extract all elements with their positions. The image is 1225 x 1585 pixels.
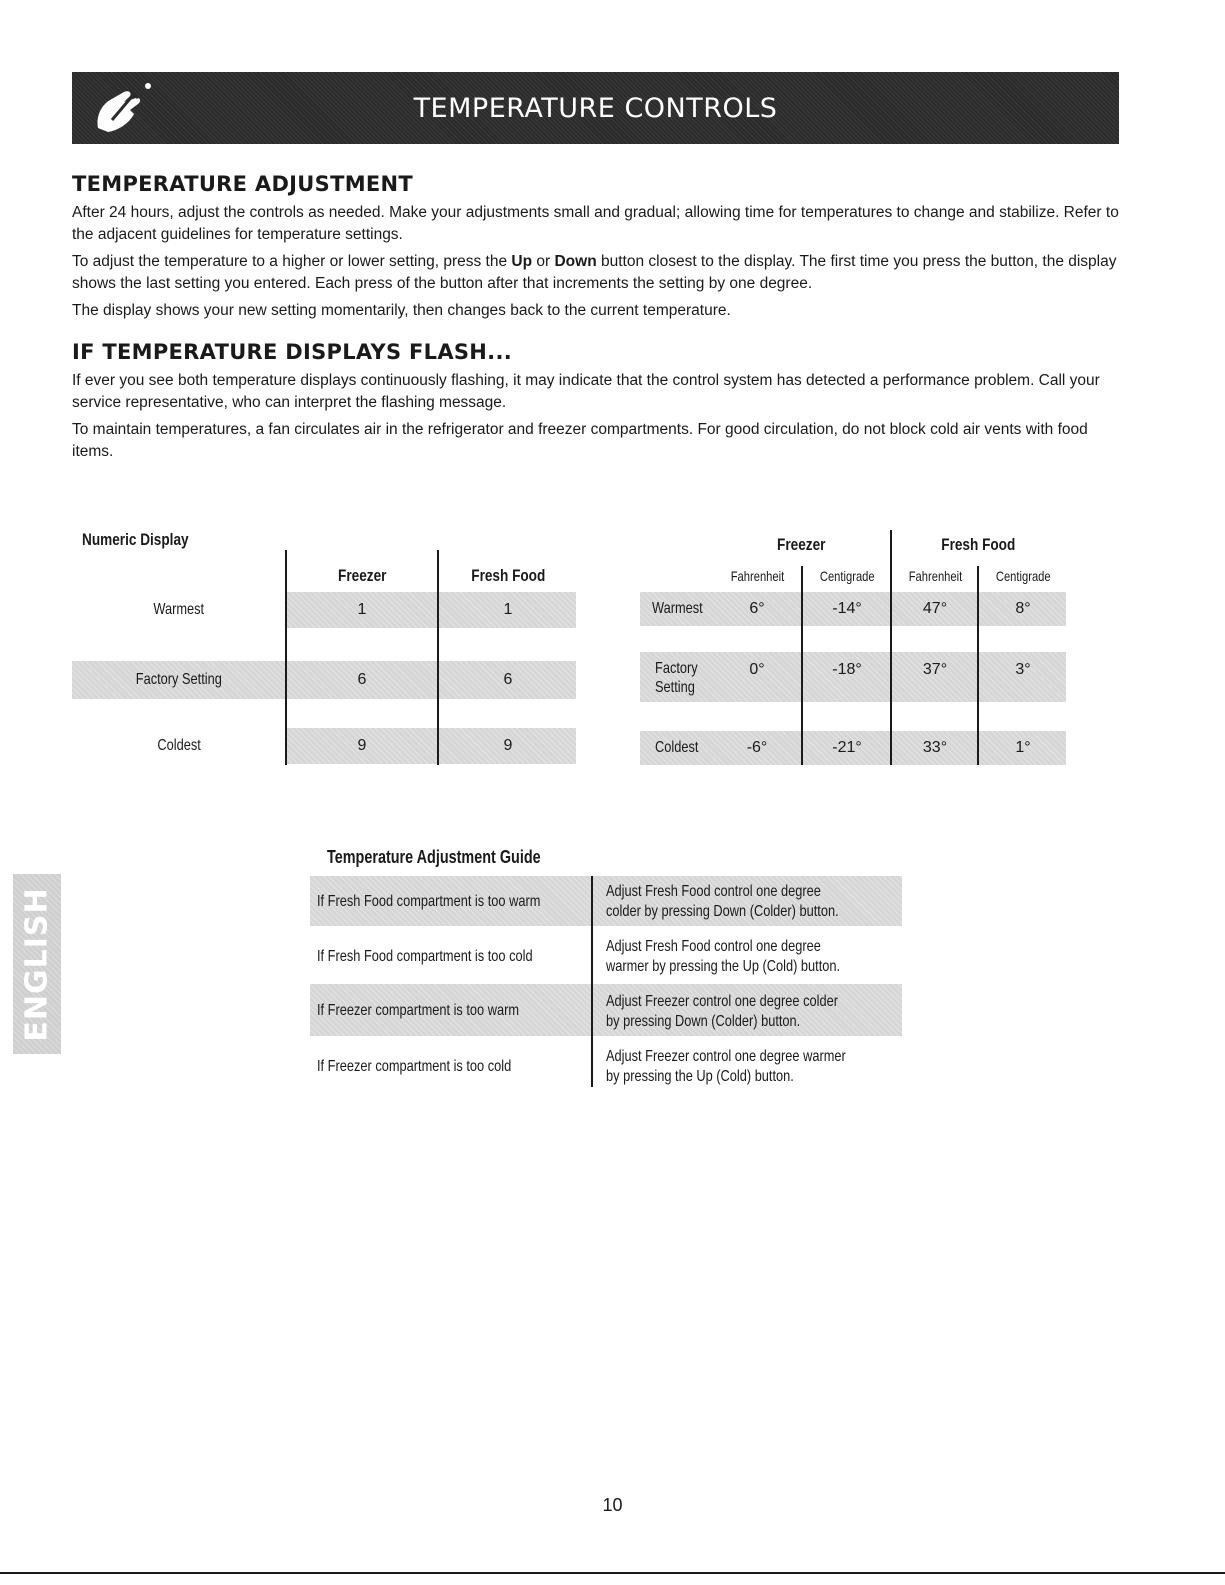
tt-divider — [890, 530, 892, 765]
nd-divider — [285, 550, 287, 765]
tt-cell: -21° — [832, 739, 862, 756]
adjustment-paragraph-3: The display shows your new setting momentarily, then changes back to the current temperature. — [72, 302, 731, 319]
language-tab — [13, 874, 61, 1054]
nd-row-label: Warmest — [153, 601, 205, 618]
adjustment-paragraph-1: After 24 hours, adjust the controls as needed. Make your adjustments small and gradual; allowing time for temperatures to change and stabilize. Refer to the adjacent guidelines for temperature settings. — [72, 204, 1119, 243]
wrench-hand-icon — [90, 80, 154, 136]
tt-cell: 33° — [922, 739, 948, 756]
nd-row-label: Factory Setting — [135, 671, 223, 688]
guide-action: Adjust Fresh Food control one degree — [606, 938, 821, 955]
tt-cell: -18° — [832, 661, 862, 678]
nd-cell-fresh: 9 — [503, 737, 513, 754]
nd-col-fresh: Fresh Food — [470, 566, 546, 585]
nd-cell-freezer: 1 — [357, 601, 367, 618]
page-number: 10 — [602, 1495, 623, 1515]
tt-fz-fahrenheit: Fahrenheit — [730, 568, 784, 584]
guide-title: Temperature Adjustment Guide — [327, 847, 541, 867]
banner-title: TEMPERATURE CONTROLS — [413, 92, 778, 124]
p2-text-b: button closest to the display. The first time you press the button, the display shows the last setting you entered. Each press of the button after that increments the setting by one degree. — [72, 253, 1117, 292]
p2-text-a: To adjust the temperature to a higher or lower setting, press the — [72, 253, 512, 270]
guide-action: by pressing the Up (Cold) button. — [606, 1068, 794, 1085]
flash-paragraph-1: If ever you see both temperature displays continuously flashing, it may indicate that the control system has detected a performance problem. Call your service representative, who can interpret the flashing message. — [72, 372, 1100, 411]
up-keyword: Up — [511, 253, 533, 270]
guide-divider — [591, 876, 593, 1087]
nd-col-freezer: Freezer — [337, 566, 387, 585]
tt-cell: 1° — [1015, 739, 1031, 756]
guide-action: by pressing Down (Colder) button. — [606, 1013, 801, 1030]
tt-row-label: Factory — [655, 660, 698, 677]
tt-cell: 0° — [749, 661, 765, 678]
nd-cell-freezer: 9 — [357, 737, 367, 754]
guide-condition: If Freezer compartment is too cold — [317, 1058, 512, 1075]
tt-ff-centigrade: Centigrade — [995, 568, 1051, 584]
language-tab-label: ENGLISH — [19, 886, 55, 1042]
nd-cell-fresh: 6 — [503, 671, 513, 688]
tt-cell: 37° — [922, 661, 948, 678]
section-banner — [72, 72, 1119, 144]
tt-cell: 3° — [1015, 661, 1031, 678]
guide-action: Adjust Freezer control one degree colder — [606, 993, 838, 1010]
guide-condition: If Fresh Food compartment is too warm — [317, 893, 541, 910]
p2-text-or: or — [532, 253, 555, 270]
tt-row-label: Warmest — [652, 600, 703, 617]
tt-divider — [801, 566, 803, 765]
flash-heading: IF TEMPERATURE DISPLAYS FLASH... — [72, 340, 513, 364]
tt-cell: 47° — [922, 600, 948, 617]
tt-freezer-header: Freezer — [776, 535, 826, 554]
tt-fresh-header: Fresh Food — [940, 535, 1016, 554]
tt-cell: 8° — [1015, 600, 1031, 617]
flash-section — [72, 340, 1122, 468]
nd-divider — [437, 550, 439, 765]
guide-condition: If Freezer compartment is too warm — [317, 1002, 520, 1019]
tt-cell: -14° — [832, 600, 862, 617]
tt-row-label: Coldest — [655, 739, 699, 756]
flash-paragraph-2: To maintain temperatures, a fan circulates air in the refrigerator and freezer compartments. For good circulation, do not block cold air vents with food items. — [72, 421, 1088, 460]
guide-condition: If Fresh Food compartment is too cold — [317, 948, 533, 965]
numeric-display-title: Numeric Display — [82, 530, 189, 549]
tt-ff-fahrenheit: Fahrenheit — [908, 568, 962, 584]
guide-action: Adjust Freezer control one degree warmer — [606, 1048, 846, 1065]
nd-row-label: Coldest — [157, 737, 201, 754]
guide-action: colder by pressing Down (Colder) button. — [606, 903, 839, 920]
adjustment-paragraph-2 — [72, 251, 1122, 295]
adjustment-section — [72, 172, 1122, 327]
adjustment-heading: TEMPERATURE ADJUSTMENT — [72, 172, 414, 196]
guide-action: Adjust Fresh Food control one degree — [606, 883, 821, 900]
down-keyword: Down — [554, 253, 597, 270]
bottom-rule — [0, 1572, 1225, 1574]
guide-action: warmer by pressing the Up (Cold) button. — [606, 958, 841, 975]
nd-cell-freezer: 6 — [357, 671, 367, 688]
tt-divider — [977, 566, 979, 765]
tt-row-label-2: Setting — [655, 679, 695, 696]
nd-cell-fresh: 1 — [503, 601, 513, 618]
tt-fz-centigrade: Centigrade — [819, 568, 875, 584]
tt-cell: -6° — [746, 739, 768, 756]
tt-cell: 6° — [749, 600, 765, 617]
